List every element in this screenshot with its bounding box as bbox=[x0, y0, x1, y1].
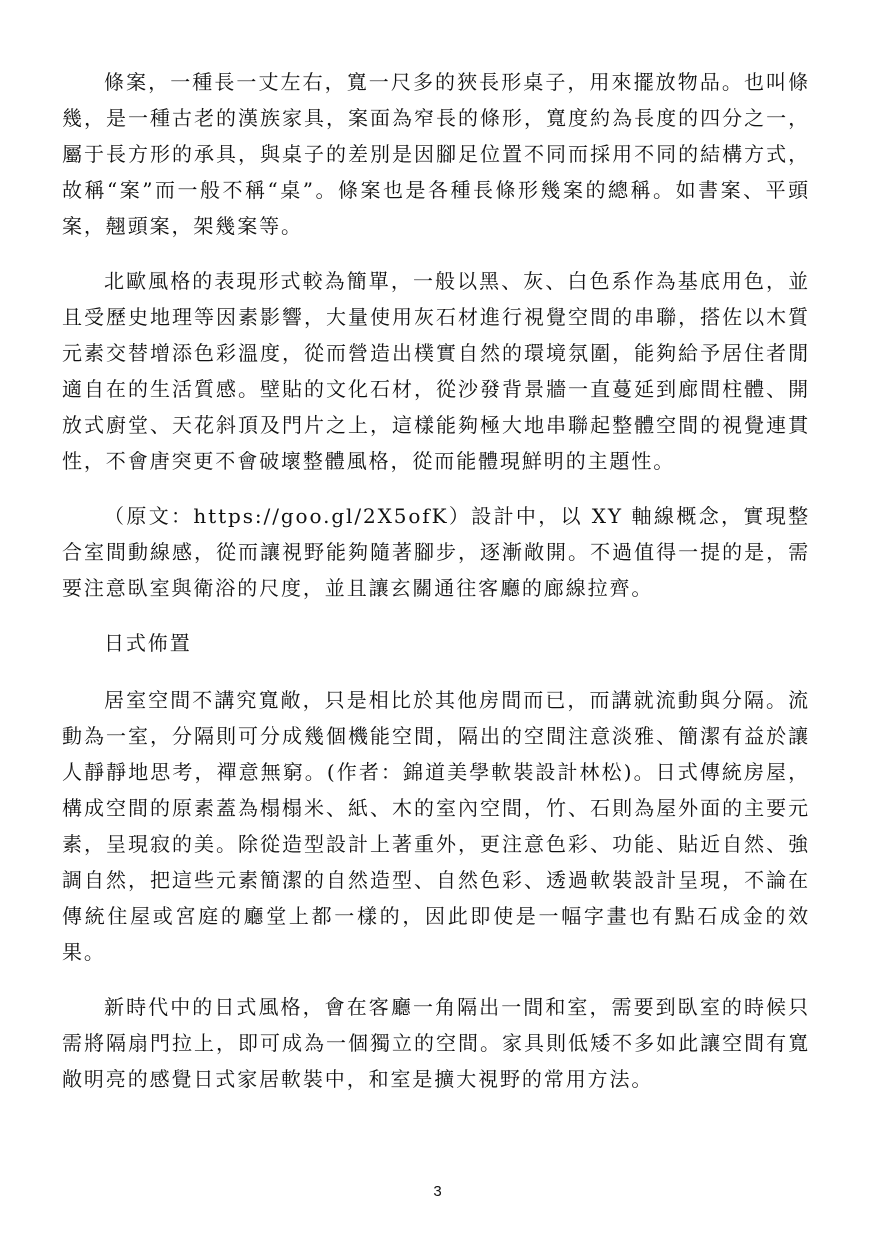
paragraph-japanese-modern: 新時代中的日式風格，會在客廳一角隔出一間和室，需要到臥室的時候只需將隔扇門拉上，即可成為一個獨立的空間。家具則低矮不多如此讓空間有寬敞明亮的感覺日式家居軟裝中，和室是擴大視野的常用方法。 bbox=[62, 995, 810, 1091]
section-heading-japanese-layout: 日式佈置 bbox=[104, 631, 192, 655]
paragraph-nordic-style: 北歐風格的表現形式較為簡單，一般以黑、灰、白色系作為基底用色，並且受歷史地理等因素影響，大量使用灰石材進行視覺空間的串聯，搭佐以木質元素交替增添色彩溫度，從而營造出樸實自然的環境氛圍，能夠給予居住者閒適自在的生活質感。壁貼的文化石材，從沙發背景牆一直蔓延到廊間柱體、開放式廚堂、天花斜頂及門片之上，這樣能夠極大地串聯起整體空間的視覺連貫性，不會唐突更不會破壞整體風格，從而能體現鮮明的主題性。 bbox=[62, 269, 810, 473]
paragraph-design-source: （原文：https://goo.gl/2X5ofK）設計中，以 XY 軸線概念，實現整合室間動線感，從而讓視野能夠隨著腳步，逐漸敞開。不過值得一提的是，需要注意臥室與衛浴的尺度，並且讓玄關通往客廳的廊線拉齊。 bbox=[62, 504, 810, 600]
paragraph-tiao-an: 條案，一種長一丈左右，寬一尺多的狹長形桌子，用來擺放物品。也叫條幾，是一種古老的漢族家具，案面為窄長的條形，寬度約為長度的四分之一，屬于長方形的承具，與桌子的差別是因腳足位置不同而採用不同的結構方式，故稱“案”而一般不稱“桌”。條案也是各種長條形幾案的總稱。如書案、平頭案，翹頭案，架幾案等。 bbox=[62, 70, 810, 238]
document-body bbox=[62, 64, 810, 1116]
paragraph-japanese-space: 居室空間不講究寬敞，只是相比於其他房間而已，而講就流動與分隔。流動為一室，分隔則可分成幾個機能空間，隔出的空間注意淡雅、簡潔有益於讓人靜靜地思考，禪意無窮。(作者：錦道美學軟裝設計林松)。日式傳統房屋，構成空間的原素蓋為榻榻米、紙、木的室內空間，竹、石則為屋外面的主要元素，呈現寂的美。除從造型設計上著重外，更注意色彩、功能、貼近自然、強調自然，把這些元素簡潔的自然造型、自然色彩、透過軟裝設計呈現，不論在傳統住屋或宮庭的廳堂上都一樣的，因此即使是一幅字畫也有點石成金的效果。 bbox=[62, 688, 810, 964]
page-number: 3 bbox=[433, 1183, 442, 1200]
